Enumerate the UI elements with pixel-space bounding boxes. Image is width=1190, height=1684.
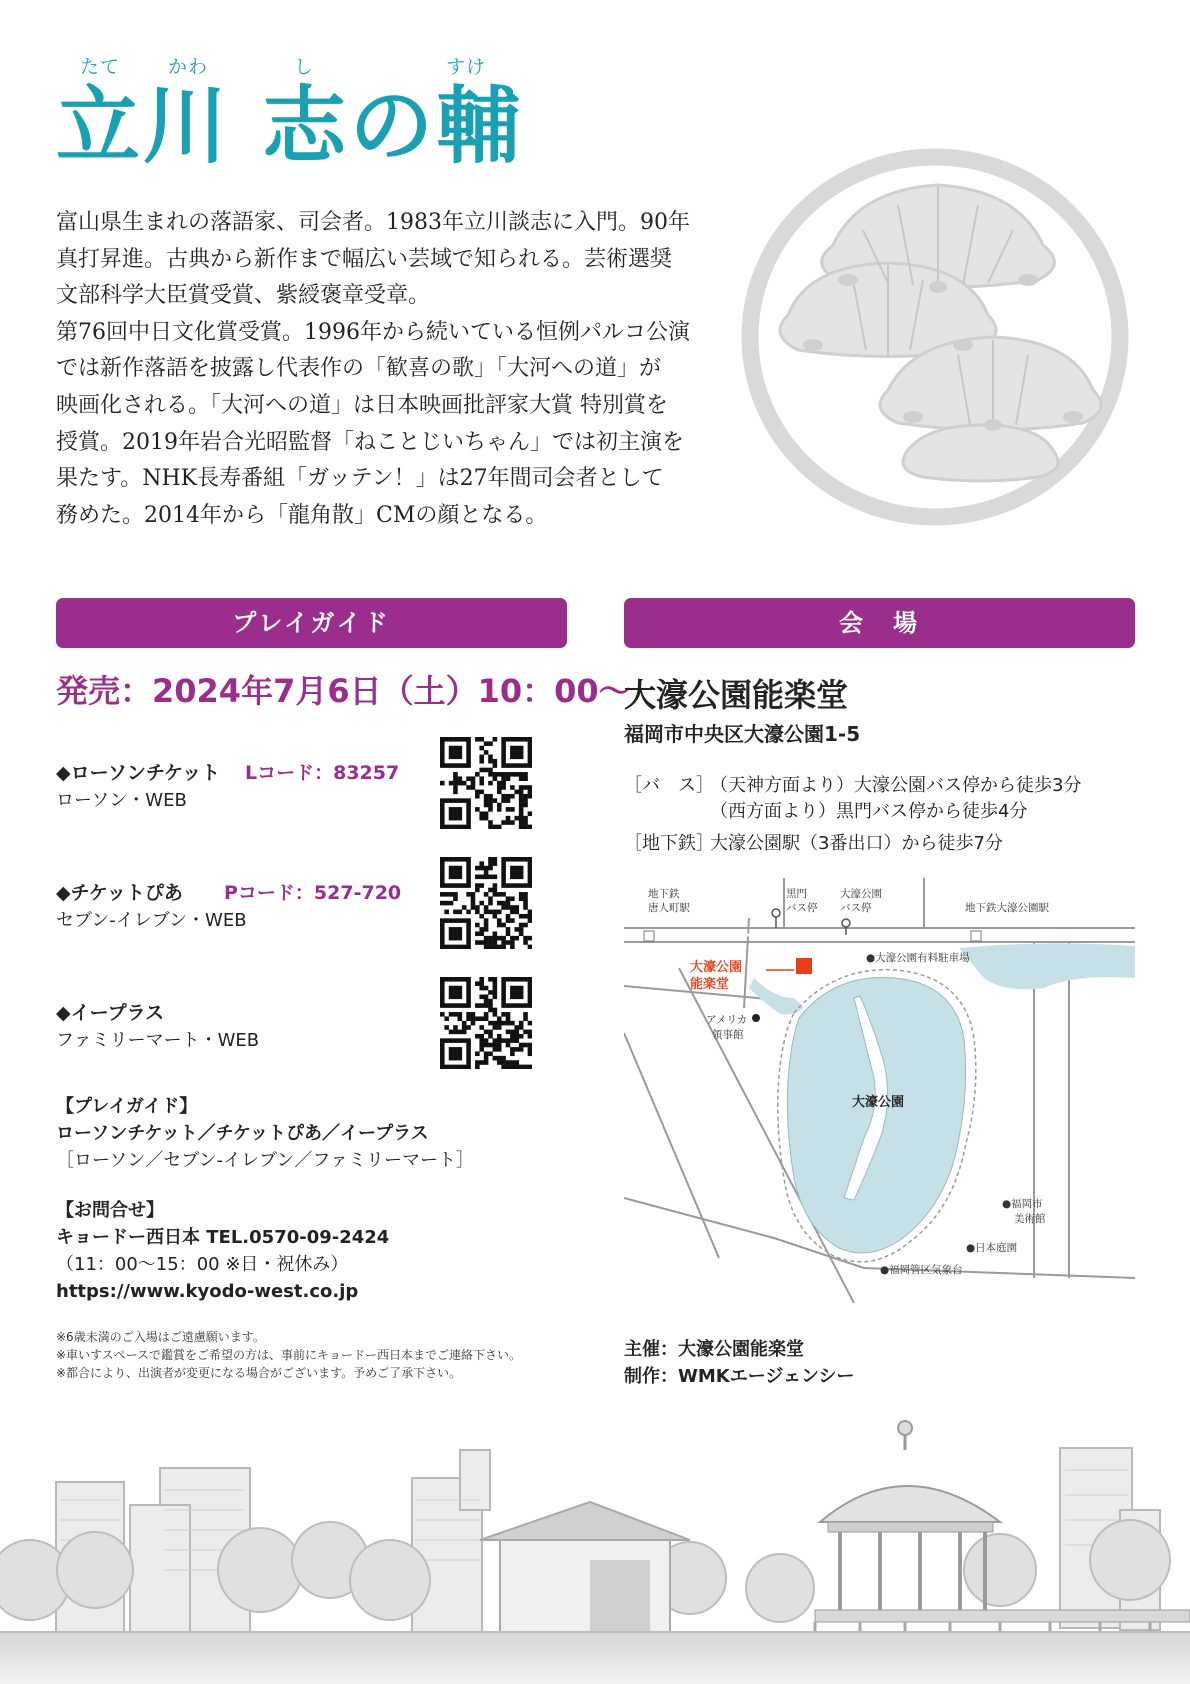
- map-label-kuromon-1: 黒門: [786, 888, 807, 900]
- bio-line: 富山県生まれの落語家、司会者。1983年立川談志に入門。90年: [56, 210, 690, 235]
- sale-date: 発売：2024年7月6日（土）10：00～: [56, 672, 631, 710]
- producer: 制作：WMKエージェンシー: [624, 1366, 855, 1387]
- bio-line: 映画化される。「大河への道」は日本映画批評家大賞 特別賞を: [56, 392, 668, 418]
- map-label-park: 大濠公園: [852, 1095, 905, 1110]
- contact-block: [56, 1197, 389, 1305]
- bio-line: 第76回中日文化賞受賞。1996年から続いている恒例パルコ公演: [56, 319, 690, 345]
- qr-code-eplus[interactable]: [440, 977, 532, 1069]
- note-line: ※車いすスペースで鑑賞をご希望の方は、事前にキョードー西日本までご連絡下さい。: [56, 1348, 521, 1362]
- contact-hours: （11：00～15：00 ※日・祝休み）: [56, 1254, 349, 1275]
- performer-name: 立川 志の輔: [56, 77, 524, 175]
- bio-line: 文部科学大臣賞受賞、紫綬褒章受章。: [56, 283, 431, 309]
- performer-bio: [56, 205, 696, 534]
- playguide-banner: プレイガイド: [56, 598, 567, 648]
- bio-line: 果たす。NHK長寿番組「ガッテン！」は27年間司会者として: [56, 466, 664, 492]
- outlet-pia-sub: セブン-イレブン・WEB: [56, 910, 247, 931]
- notes: [56, 1328, 521, 1382]
- contact-url[interactable]: https://www.kyodo-west.co.jp: [56, 1281, 359, 1302]
- map-label-venue-1: 大濠公園: [690, 960, 743, 975]
- access-bus-1: （天神方面より）大濠公園バス停から徒歩3分: [710, 775, 1082, 796]
- outlet-pia-name: ◆チケットぴあ: [56, 882, 183, 904]
- map-label-tojinmachi-2: 唐人町駅: [648, 902, 690, 914]
- ruby-suke: すけ: [446, 56, 487, 78]
- venue-name: 大濠公園能楽堂: [624, 676, 849, 714]
- ruby-kawa: かわ: [168, 56, 209, 78]
- outlet-eplus-name: ◆イープラス: [56, 1002, 165, 1024]
- map-label-venue-2: 能楽堂: [690, 977, 730, 992]
- map-label-ohori-bus-1: 大濠公園: [840, 888, 882, 900]
- venue-marker: [796, 958, 812, 974]
- map-label-weather: ●福岡管区気象台: [880, 1264, 963, 1276]
- guide-line-2: ［ローソン／セブン-イレブン／ファミリーマート］: [56, 1150, 474, 1171]
- guide-heading: 【プレイガイド】: [56, 1096, 198, 1117]
- outlet-lawson-sub: ローソン・WEB: [56, 790, 187, 811]
- bio-line: 授賞。2019年岩合光昭監督「ねことじいちゃん」では初主演を: [56, 429, 684, 455]
- playguide-summary: [56, 1093, 474, 1174]
- access-subway-label: ［地下鉄］: [624, 833, 714, 854]
- contact-tel[interactable]: キョードー西日本 TEL.0570-09-2424: [56, 1227, 390, 1248]
- outlet-lawson-name: ◆ローソンチケット: [56, 762, 221, 784]
- map-label-museum-1: ●福岡市: [1002, 1198, 1043, 1210]
- venue-address: 福岡市中央区大濠公園1-5: [624, 722, 861, 746]
- map-label-parking: ●大濠公園有料駐車場: [866, 952, 970, 964]
- access-bus-2: （西方面より）黒門バス停から徒歩4分: [710, 801, 1028, 822]
- outlet-pia-code: Pコード：527-720: [224, 882, 402, 904]
- bio-line: 務めた。2014年から「龍角散」CMの顔となる。: [56, 502, 548, 528]
- map-label-tojinmachi-1: 地下鉄: [648, 888, 680, 900]
- access-subway: 大濠公園駅（3番出口）から徒歩7分: [710, 833, 1003, 854]
- map-label-ohori-bus-2: バス停: [840, 902, 872, 914]
- access-bus-label: ［バ ス］: [624, 775, 714, 796]
- organizer: 主催：大濠公園能楽堂: [624, 1339, 804, 1360]
- outlet-eplus-sub: ファミリーマート・WEB: [56, 1030, 260, 1051]
- qr-code-lawson[interactable]: [440, 737, 532, 829]
- contact-heading: 【お問合せ】: [56, 1200, 164, 1221]
- cityscape-illustration: [0, 1410, 1190, 1684]
- note-line: ※都合により、出演者が変更になる場合がございます。予めご了承下さい。: [56, 1366, 462, 1380]
- ruby-shi: し: [294, 56, 315, 78]
- credits: [624, 1336, 855, 1390]
- pine-crest-emblem: [738, 145, 1133, 530]
- map-label-kuromon-2: バス停: [786, 902, 818, 914]
- outlet-lawson-code: Lコード：83257: [245, 762, 400, 784]
- map-label-ohori-station: 地下鉄大濠公園駅: [965, 902, 1049, 914]
- qr-code-pia[interactable]: [440, 857, 532, 949]
- venue-banner: 会 場: [624, 598, 1135, 648]
- ruby-tate: たて: [80, 56, 121, 78]
- map-label-garden: ●日本庭園: [966, 1242, 1018, 1254]
- guide-line-1: ローソンチケット／チケットぴあ／イープラス: [56, 1123, 429, 1144]
- map-label-consulate-2: 領事館: [712, 1029, 744, 1041]
- note-line: ※6歳未満のご入場はご遠慮願います。: [56, 1330, 265, 1344]
- map-label-consulate-1: アメリカ: [706, 1014, 748, 1026]
- bio-line: 真打昇進。古典から新作まで幅広い芸域で知られる。芸術選奨: [56, 246, 673, 272]
- map-label-museum-2: 美術館: [1014, 1213, 1046, 1225]
- bio-line: では新作落語を披露し代表作の「歓喜の歌」「大河への道」が: [56, 356, 662, 382]
